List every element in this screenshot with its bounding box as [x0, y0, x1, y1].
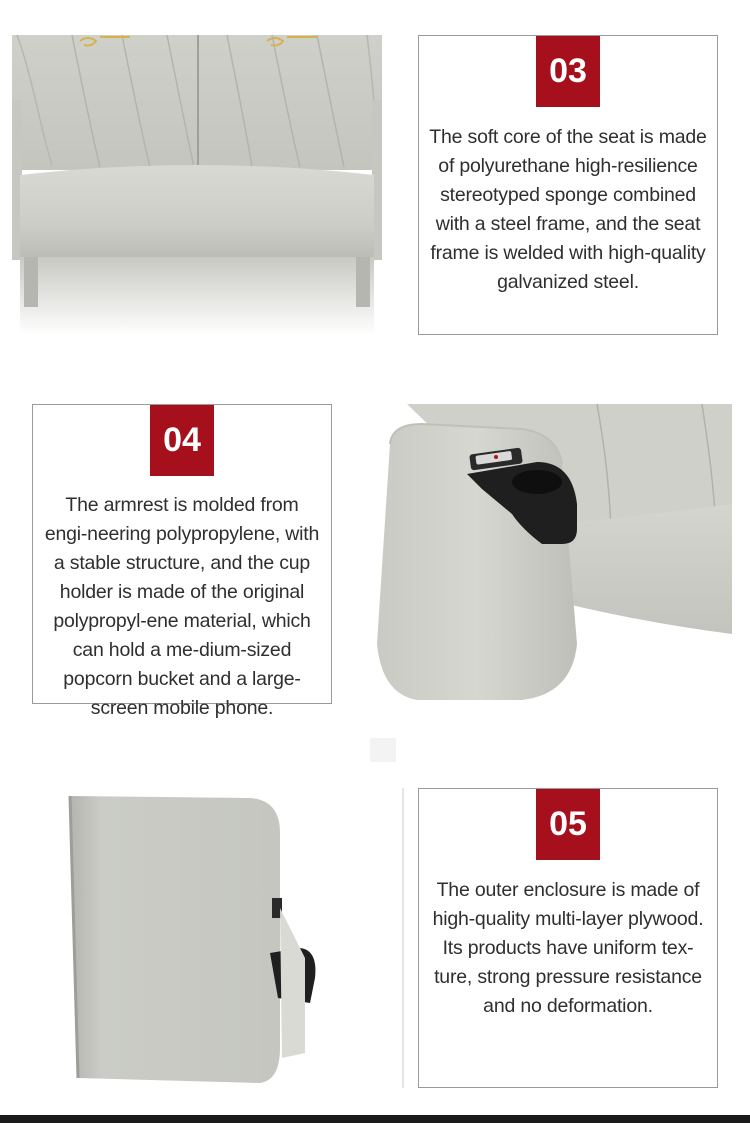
feature-number-badge: 04	[150, 405, 214, 476]
feature-number-badge: 05	[536, 789, 600, 860]
feature-description: The outer enclosure is made of high-quality multi-layer plywood. Its products have uniform tex-ture, strong pressure resistance and no deformation.	[432, 879, 704, 1017]
armrest-illustration	[372, 404, 732, 700]
feature-description: The soft core of the seat is made of polyurethane high-resilience stereotyped sponge combined with a steel frame, and the seat frame is welded with high-quality galvanized steel.	[429, 126, 707, 293]
footer-bar	[0, 1115, 750, 1123]
feature-description: The armrest is molded from engi-neering polypropylene, with a stable structure, and the cup holder is made of the original polypropyl-ene material, which can hold a me-dium-sized popcorn bucket and a large-screen mobile phone.	[44, 494, 320, 719]
feature-section-04	[0, 370, 750, 740]
feature-section-03	[0, 0, 750, 370]
feature-card-04	[32, 404, 332, 719]
feature-card-05	[418, 788, 718, 1088]
feature-number-badge: 03	[536, 36, 600, 107]
seat-cushion-illustration	[12, 35, 382, 335]
enclosure-illustration	[60, 788, 405, 1088]
outer-enclosure-photo	[60, 788, 405, 1088]
feature-card-03	[418, 35, 718, 335]
feature-section-05	[0, 770, 750, 1110]
seat-cushion-photo	[12, 35, 382, 335]
armrest-cupholder-photo	[372, 404, 732, 700]
faint-divider-mark	[370, 738, 396, 762]
